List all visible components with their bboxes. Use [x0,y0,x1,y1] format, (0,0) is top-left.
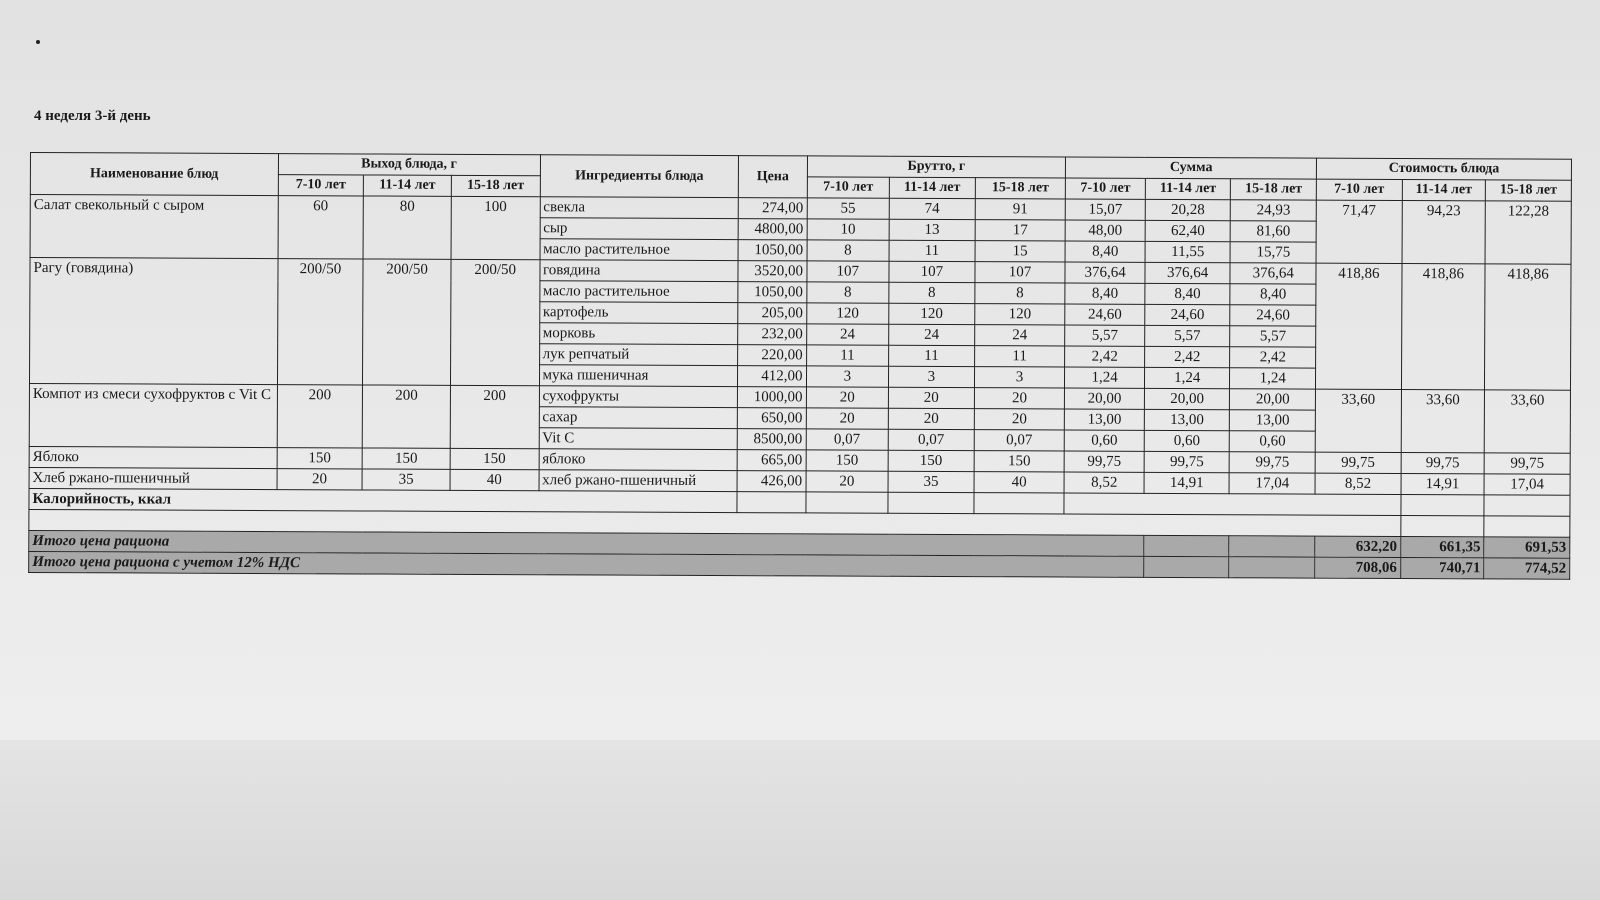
ingredient-sum: 5,57 [1145,325,1231,346]
ingredient-gross: 0,07 [974,430,1065,451]
ingredient-name: яблоко [539,449,738,471]
ingredient-gross: 20 [806,471,889,492]
dish-output: 35 [362,469,450,490]
ingredient-gross: 17 [975,220,1066,241]
ingredient-gross: 8 [889,282,975,303]
ingredient-gross: 3 [889,366,975,387]
total-vat-value: 708,06 [1315,557,1401,578]
ingredient-gross: 20 [806,408,889,429]
ingredient-gross: 35 [888,471,974,492]
speck-dot [36,40,40,44]
ingredient-sum: 99,75 [1065,451,1145,472]
empty-cell [737,492,805,513]
ingredient-sum: 1,24 [1065,367,1145,388]
ingredient-gross: 8 [806,282,889,303]
ingredient-price: 412,00 [738,366,806,387]
ingredient-gross: 8 [807,240,890,261]
ingredient-sum: 20,00 [1144,388,1230,409]
ingredient-gross: 150 [888,450,974,471]
ingredient-gross: 120 [974,304,1065,325]
dish-cost: 17,04 [1484,474,1570,495]
total-vat-value: 740,71 [1400,557,1484,578]
column-header-gross: Брутто, г [807,156,1066,178]
ingredient-sum: 17,04 [1230,473,1316,494]
ingredient-sum: 14,91 [1144,472,1230,493]
age-header: 15-18 лет [1231,179,1317,200]
ingredient-sum: 81,60 [1231,221,1317,242]
ingredient-gross: 13 [889,219,975,240]
dish-cost: 99,75 [1484,453,1570,474]
dish-name: Хлеб ржано-пшеничный [29,467,277,489]
ingredient-gross: 91 [975,199,1066,220]
dish-cost: 33,60 [1401,389,1485,452]
ingredient-name: Vit C [539,428,738,450]
ingredient-gross: 3 [806,366,889,387]
ingredient-gross: 8 [975,283,1066,304]
ingredient-sum: 5,57 [1065,325,1145,346]
ingredient-price: 205,00 [738,303,806,324]
column-header-output: Выход блюда, г [278,154,540,176]
ingredient-sum: 1,24 [1230,368,1316,389]
ingredient-sum: 0,60 [1144,430,1230,451]
ingredient-name: сыр [540,218,739,240]
age-header: 7-10 лет [1316,179,1402,200]
ingredient-gross: 11 [806,345,889,366]
age-header: 7-10 лет [1066,178,1146,199]
ingredient-sum: 20,00 [1065,388,1145,409]
ingredient-gross: 3 [974,367,1065,388]
dish-cost: 418,86 [1485,264,1571,390]
ingredient-price: 4800,00 [738,219,806,240]
ingredient-sum: 11,55 [1145,241,1231,262]
total-vat-label: Итого цена рациона с учетом 12% НДС [29,551,1144,577]
ingredient-name: сухофрукты [539,386,738,408]
ingredient-name: хлеб ржано-пшеничный [539,470,738,492]
header-row [30,153,1571,181]
ingredient-sum: 2,42 [1065,346,1145,367]
dish-output: 200 [450,385,539,448]
ingredient-sum: 8,52 [1064,472,1144,493]
ingredient-name: масло растительное [540,239,739,261]
column-header-price: Цена [739,156,807,198]
ingredient-price: 3520,00 [738,261,806,282]
dish-cost: 418,86 [1316,263,1402,389]
ingredient-sum: 99,75 [1144,451,1230,472]
ingredient-sum: 24,60 [1230,305,1316,326]
total-label: Итого цена рациона [29,530,1144,556]
ingredient-gross: 107 [889,261,975,282]
ingredient-sum: 8,40 [1065,241,1145,262]
ingredient-sum: 13,00 [1144,409,1230,430]
ingredient-price: 220,00 [738,345,806,366]
column-header-name: Наименование блюд [30,153,278,196]
empty-cell [805,492,888,513]
dish-output: 60 [278,196,364,259]
age-header: 11-14 лет [364,175,452,196]
ingredient-price: 1000,00 [738,387,806,408]
ingredient-gross: 15 [975,241,1066,262]
dish-name: Рагу (говядина) [29,258,277,385]
dish-cost: 33,60 [1484,390,1570,453]
ingredient-gross: 150 [806,450,889,471]
ingredient-sum: 8,40 [1145,283,1231,304]
ingredient-gross: 11 [889,345,975,366]
ingredient-sum: 24,93 [1231,200,1317,221]
dish-output: 150 [362,448,450,469]
ingredient-name: мука пшеничная [539,365,738,387]
dish-output: 200/50 [277,259,363,385]
ingredient-sum: 376,64 [1145,262,1231,283]
total-value: 691,53 [1484,537,1570,558]
ingredient-price: 8500,00 [737,429,805,450]
ingredient-sum: 48,00 [1066,220,1146,241]
dish-output: 80 [363,196,451,259]
ingredient-gross: 20 [888,387,974,408]
ingredient-gross: 20 [974,409,1065,430]
dish-output: 20 [277,469,363,490]
ingredient-sum: 2,42 [1144,346,1230,367]
ingredient-gross: 24 [974,325,1065,346]
dish-cost: 99,75 [1401,452,1485,473]
ingredient-price: 1050,00 [738,240,806,261]
ingredient-price: 426,00 [737,471,805,492]
ingredient-gross: 120 [889,303,975,324]
ingredient-gross: 20 [888,408,974,429]
dish-output: 200/50 [363,259,451,385]
ingredient-sum: 5,57 [1230,326,1316,347]
empty-cell [1401,494,1485,515]
ingredient-gross: 0,07 [888,429,974,450]
dish-cost: 8,52 [1315,473,1401,494]
dish-output: 150 [450,448,539,469]
ingredient-price: 274,00 [738,198,806,219]
empty-cell [1484,495,1570,516]
ingredient-sum: 15,07 [1066,199,1146,220]
ingredient-name: морковь [539,323,738,345]
ingredient-sum: 0,60 [1230,431,1316,452]
ingredient-sum: 2,42 [1230,347,1316,368]
empty-cell [888,492,974,513]
menu-table-footer [29,488,1570,579]
dish-cost: 71,47 [1316,200,1402,263]
empty-cell [1484,516,1570,537]
empty-cell [1229,536,1315,557]
ingredient-gross: 107 [806,261,889,282]
ingredient-gross: 11 [974,346,1065,367]
ingredient-price: 665,00 [737,450,805,471]
dish-name: Салат свекольный с сыром [30,195,278,259]
dish-output: 40 [450,469,539,490]
column-header-sum: Сумма [1066,157,1317,179]
ingredient-sum: 24,60 [1145,304,1231,325]
age-header: 11-14 лет [1145,178,1231,199]
ingredient-sum: 15,75 [1231,242,1317,263]
ingredient-gross: 40 [974,472,1065,493]
age-header: 11-14 лет [889,177,975,198]
ingredient-sum: 376,64 [1230,263,1316,284]
ingredient-sum: 376,64 [1065,262,1145,283]
age-header: 7-10 лет [807,177,890,198]
column-header-ingredients: Ингредиенты блюда [540,155,739,198]
dish-cost: 94,23 [1402,200,1486,263]
empty-cell [1144,535,1230,556]
dish-cost: 122,28 [1485,201,1571,264]
ingredient-price: 232,00 [738,324,806,345]
ingredient-gross: 20 [806,387,889,408]
calories-label: Калорийность, ккал [29,488,737,512]
dish-output: 150 [277,448,363,469]
empty-cell [1064,493,1400,515]
ingredient-gross: 24 [806,324,889,345]
ingredient-sum: 99,75 [1230,452,1316,473]
empty-cell [1144,556,1230,577]
total-value: 632,20 [1315,536,1401,557]
ingredient-gross: 0,07 [806,429,889,450]
age-header: 7-10 лет [278,175,364,196]
menu-table-body [29,195,1571,496]
ingredient-gross: 20 [974,388,1065,409]
ingredient-sum: 13,00 [1230,410,1316,431]
ingredient-sum: 20,00 [1230,389,1316,410]
dish-cost: 33,60 [1315,389,1401,452]
ingredient-gross: 11 [889,240,975,261]
empty-cell [1401,515,1485,536]
ingredient-gross: 120 [806,303,889,324]
dish-output: 200 [362,385,450,448]
dish-cost: 14,91 [1401,473,1485,494]
column-header-cost: Стоимость блюда [1316,158,1571,180]
ingredient-gross: 74 [889,198,975,219]
ingredient-gross: 24 [889,324,975,345]
dish-output: 200/50 [450,259,539,385]
ingredient-sum: 13,00 [1065,409,1145,430]
dish-output: 200 [277,385,363,448]
ingredient-name: масло растительное [539,281,738,303]
ingredient-gross: 150 [974,451,1065,472]
dish-cost: 99,75 [1315,452,1401,473]
age-header: 15-18 лет [975,178,1066,199]
ingredient-price: 650,00 [738,408,806,429]
dish-output: 100 [451,196,540,259]
ingredient-name: свекла [540,197,739,219]
ingredient-name: сахар [539,407,738,429]
empty-cell [1229,557,1315,578]
ingredient-name: картофель [539,302,738,324]
ingredient-gross: 55 [807,198,890,219]
ingredient-sum: 20,28 [1145,199,1231,220]
dish-cost: 418,86 [1401,263,1485,389]
ingredient-sum: 1,24 [1144,367,1230,388]
ingredient-gross: 10 [807,219,890,240]
ingredient-sum: 8,40 [1065,283,1145,304]
page-title: 4 неделя 3-й день [34,108,151,124]
ingredient-name: лук репчатый [539,344,738,366]
ingredient-price: 1050,00 [738,282,806,303]
menu-table [28,152,1572,580]
ingredient-sum: 8,40 [1230,284,1316,305]
age-header: 11-14 лет [1402,179,1486,200]
ingredient-sum: 24,60 [1065,304,1145,325]
total-value: 661,35 [1400,536,1484,557]
ingredient-sum: 0,60 [1065,430,1145,451]
total-vat-value: 774,52 [1484,558,1570,579]
ingredient-gross: 107 [975,262,1066,283]
dish-name: Компот из смеси сухофруктов с Vit C [29,383,277,447]
ingredient-sum: 62,40 [1145,220,1231,241]
ingredient-name: говядина [539,260,738,282]
age-header: 15-18 лет [1486,180,1572,201]
dish-name: Яблоко [29,446,277,468]
empty-cell [974,493,1065,514]
age-header: 15-18 лет [451,175,540,196]
